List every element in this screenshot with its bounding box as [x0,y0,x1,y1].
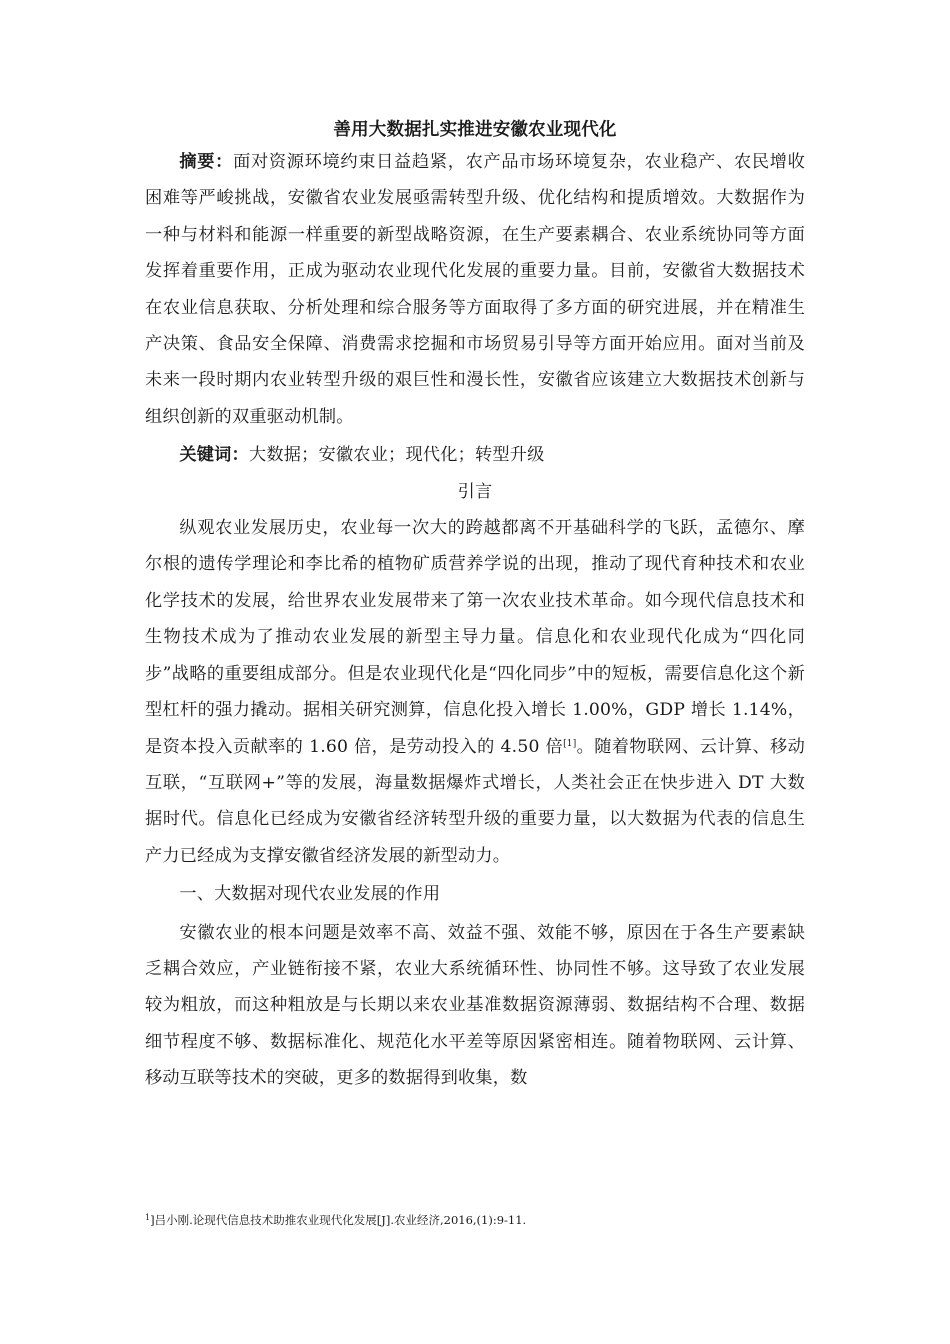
document-title: 善用大数据扎实推进安徽农业现代化 [333,120,617,140]
intro-paragraph [145,510,805,874]
reference-marker[interactable]: [1] [563,738,577,749]
abstract-label: 摘要： [179,152,234,172]
section1-paragraph: 安徽农业的根本问题是效率不高、效益不强、效能不够，原因在于各生产要素缺乏耦合效应，产业链衔接不紧，农业大系统循环性、协同性不够。这导致了农业发展较为粗放，而这种粗放是与长期以来农业基准数据资源薄弱、数据结构不合理、数据细节程度不够、数据标准化、规范化水平差等原因紧密相连。随着物联网、云计算、移动互联等技术的突破，更多的数据得到收集，数 [145,922,805,1089]
keywords-paragraph [145,437,805,473]
footnote [145,1212,805,1228]
abstract-paragraph [145,144,805,435]
intro-heading: 引言 [457,481,493,502]
intro-text-part1: 纵观农业发展历史，农业每一次大的跨越都离不开基础科学的飞跃，孟德尔、摩尔根的遗传学理论和李比希的植物矿质营养学说的出现，推动了现代育种技术和农业化学技术的发展，给世界农业发展带来了第一次农业技术革命。如今现代信息技术和生物技术成为了推动农业发展的新型主导力量。信息化和农业现代化成为“四化同步”战略的重要组成部分。但是农业现代化是“四化同步”中的短板，需要信息化这个新型杠杆的强力撬动。据相关研究测算，信息化投入增长 1.00%，GDP 增长 1.14%，是资本投入贡献率的 1.60 倍，是劳动投入的 4.50 倍 [145,518,805,757]
footnote-mark: 1 [145,1213,151,1222]
keywords-text: 大数据；安徽农业；现代化；转型升级 [248,445,545,466]
section1-heading: 一、大数据对现代农业发展的作用 [179,884,441,905]
footnote-text: ]吕小刚.论现代信息技术助推农业现代化发展[J].农业经济,2016,(1):9-11. [150,1213,527,1227]
intro-text-part2: 。随着物联网、云计算、移动互联，“互联网+”等的发展，海量数据爆炸式增长，人类社会正在快步进入 DT 大数据时代。信息化已经成为安徽省经济转型升级的重要力量，以大数据为代表的信息生产力已经成为支撑安徽省经济发展的新型动力。 [145,736,805,866]
abstract-text: 面对资源环境约束日益趋紧，农产品市场环境复杂，农业稳产、农民增收困难等严峻挑战，安徽省农业发展亟需转型升级、优化结构和提质增效。大数据作为一种与材料和能源一样重要的新型战略资源，在生产要素耦合、农业系统协同等方面发挥着重要作用，正成为驱动农业现代化发展的重要力量。目前，安徽省大数据技术在农业信息获取、分析处理和综合服务等方面取得了多方面的研究进展，并在精准生产决策、食品安全保障、消费需求挖掘和市场贸易引导等方面开始应用。面对当前及未来一段时期内农业转型升级的艰巨性和漫长性，安徽省应该建立大数据技术创新与组织创新的双重驱动机制。 [145,152,805,427]
document-body [145,112,805,1097]
keywords-label: 关键词： [179,445,249,466]
